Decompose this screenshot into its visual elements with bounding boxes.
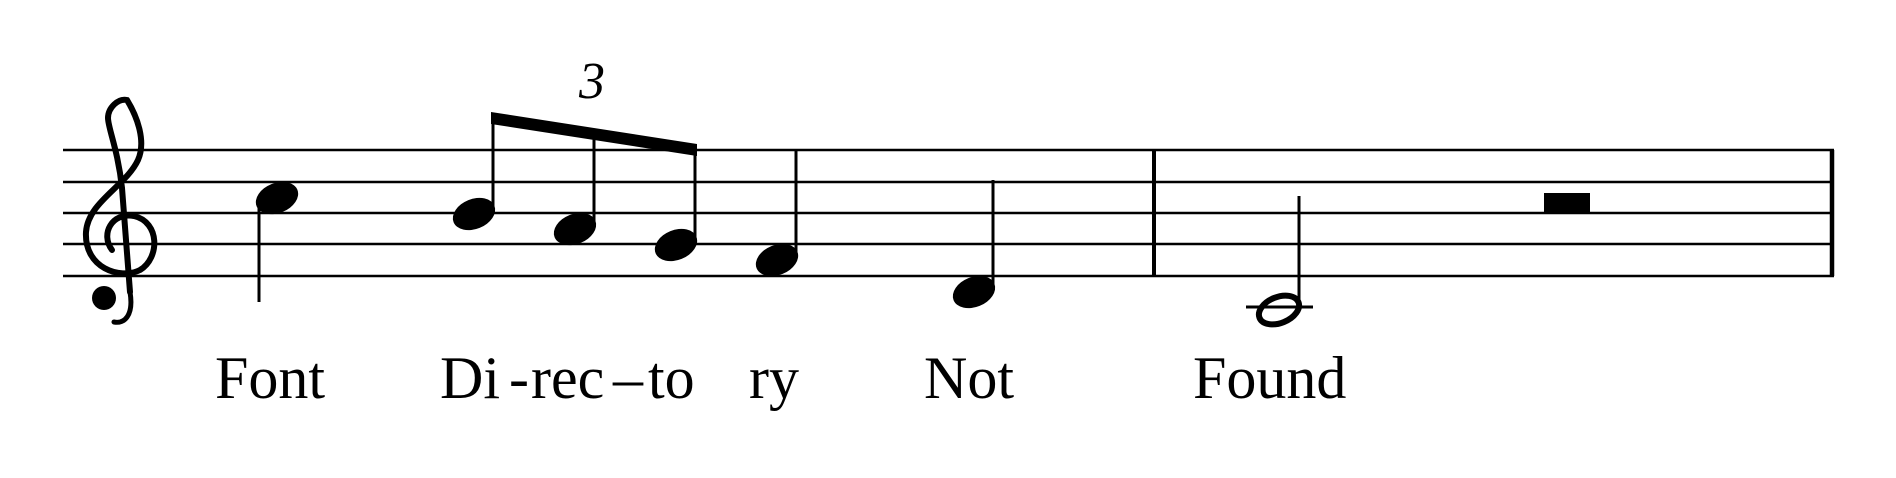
treble-clef-icon — [86, 100, 154, 323]
tuplet-number: 3 — [579, 53, 605, 110]
lyric-to: to — [648, 345, 695, 411]
note-6-not — [948, 180, 1000, 314]
note-7-found — [1246, 196, 1313, 330]
lyrics — [215, 345, 1346, 411]
note-1-font — [251, 176, 303, 302]
lyric-hyphen-2: – — [613, 345, 643, 411]
lyric-font: Font — [215, 345, 326, 411]
lyric-found: Found — [1193, 345, 1347, 411]
note-5-ry — [751, 150, 803, 282]
lyric-ry: ry — [749, 345, 799, 411]
triplet-group — [448, 53, 702, 267]
lyric-rec: rec — [531, 345, 605, 411]
lyric-di: Di — [440, 345, 500, 411]
lyric-hyphen-1: - — [509, 345, 529, 411]
lyric-not: Not — [924, 345, 1014, 411]
half-rest-icon — [1544, 193, 1590, 213]
